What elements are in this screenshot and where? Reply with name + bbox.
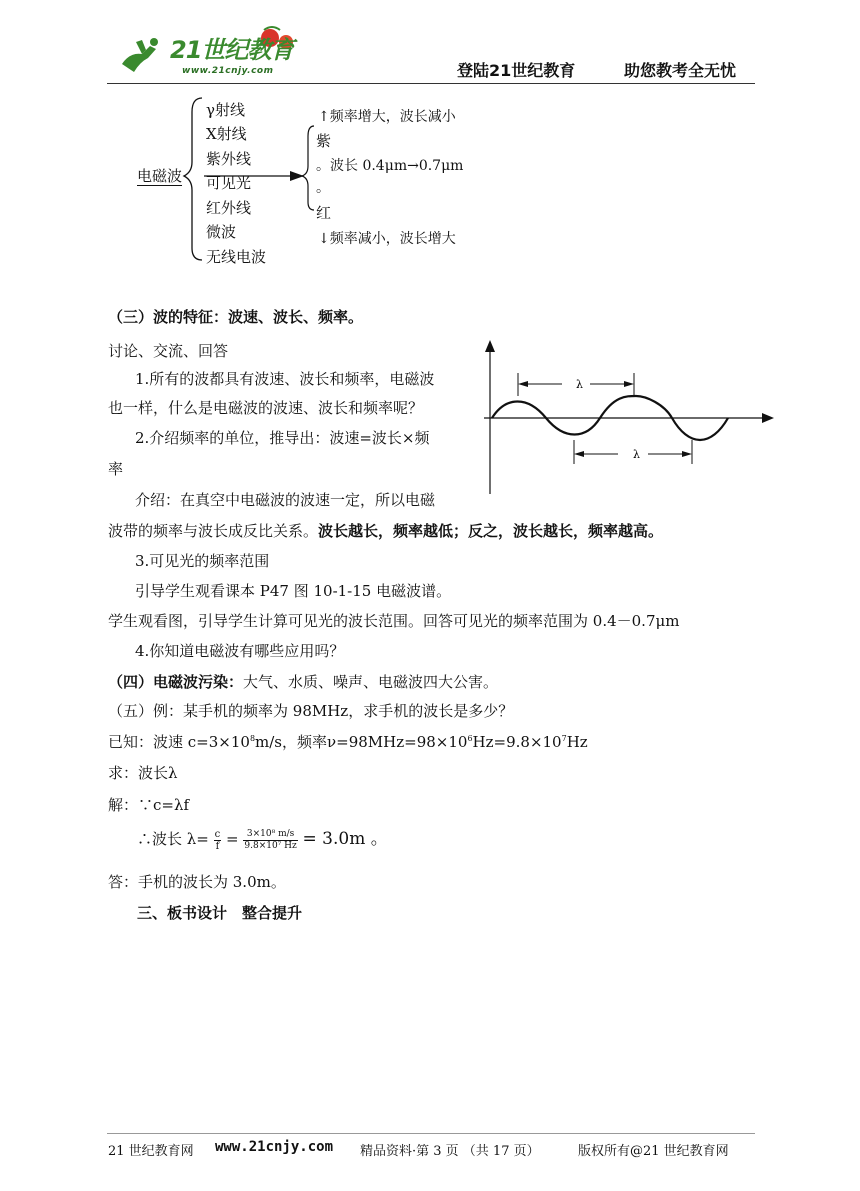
para-2a: 2.介绍频率的单位，推导出：波速=波长×频 — [135, 429, 430, 447]
board-design-title: 三、板书设计 整合提升 — [137, 904, 303, 922]
spectrum-item: 无线电波 — [206, 248, 267, 266]
para-6: 学生观看图，引导学生计算可见光的波长范围。回答可见光的频率范围为 0.4－0.7μm — [108, 612, 680, 630]
footer-rule — [107, 1133, 755, 1134]
para-3b-text: 波带的频率与波长成反比关系。 — [108, 522, 319, 540]
spectrum-item: 红外线 — [206, 199, 252, 217]
find-line: 求：波长λ — [108, 764, 178, 782]
footer-copyright: 版权所有@21 世纪教育网 — [578, 1144, 729, 1159]
spectrum-item: Χ射线 — [206, 125, 247, 143]
spectrum-item: 微波 — [206, 223, 237, 241]
answer-line: 答：手机的波长为 3.0m。 — [108, 873, 286, 891]
fraction-values: $\frac{\text{3×10⁸ m/s}}{\text{9.8×10⁷ Hz}}$ — [244, 828, 297, 851]
section5-title: （五）例：某手机的频率为 98MHz，求手机的波长是多少？ — [108, 702, 514, 720]
formula: ∴波长 λ= $\frac{c}{f}$ = $\frac{\text{3×10⁸ m/s}}{\text{9.8×10⁷ Hz}}$ = 3.0m 。 — [137, 828, 388, 852]
para-7: 4.你知道电磁波有哪些应用吗？ — [135, 642, 345, 660]
formula-prefix: ∴波长 λ= — [137, 830, 209, 848]
footer-page-info: 精品资料·第 3 页 （共 17 页） — [360, 1144, 540, 1159]
footer-site: 21 世纪教育网 — [108, 1144, 194, 1159]
formula-result: = 3.0m 。 — [302, 829, 388, 849]
para-3b-emphasis: 波长越长，频率越低；反之，波长越长，频率越高。 — [318, 522, 664, 540]
fraction-c-over-f: $\frac{c}{f}$ — [214, 828, 221, 852]
logo-text: 21世纪教育 — [170, 36, 294, 64]
logo-url: www.21cnjy.com — [182, 66, 274, 76]
spectrum-root-label: 电磁波 — [137, 167, 183, 185]
wave-figure — [478, 338, 778, 498]
discuss-line: 讨论、交流、回答 — [108, 342, 229, 360]
para-1b: 也一样，什么是电磁波的波速、波长和频率呢？ — [108, 399, 424, 417]
para-4: 3.可见光的频率范围 — [135, 552, 270, 570]
range-dot: 。 — [316, 180, 330, 196]
trend-bottom: ↓频率减小，波长增大 — [318, 231, 456, 247]
section3-title: （三）波的特征：波速、波长、频率。 — [108, 308, 364, 326]
lambda-top: λ — [576, 378, 583, 391]
header-rule — [107, 83, 755, 84]
violet-label: 紫 — [316, 132, 332, 150]
para-1a: 1.所有的波都具有波速、波长和频率，电磁波 — [135, 370, 435, 388]
section4 — [108, 671, 498, 692]
logo — [112, 24, 307, 82]
footer-url[interactable]: www.21cnjy.com — [215, 1139, 334, 1155]
para-3b — [108, 520, 663, 541]
spectrum-item: 可见光 — [206, 174, 252, 192]
known-line: 已知：波速 $c=3\times 10^8m/s$，频率$\nu=98MHz=98\times 10^6Hz=9.8\times 10^7Hz$ — [108, 733, 588, 751]
para-2b: 率 — [108, 460, 124, 478]
spectrum-item: γ射线 — [206, 101, 245, 119]
red-label: 红 — [316, 204, 332, 222]
range-line: 。波长 0.4μm→0.7μm — [316, 158, 464, 174]
section4-text: 大气、水质、噪声、电磁波四大公害。 — [243, 673, 499, 691]
section4-title: （四）电磁波污染： — [108, 673, 244, 691]
solve-line: 解：∵c=λf — [108, 796, 190, 814]
header-slogan-left: 登陆21世纪教育 — [457, 61, 576, 80]
lambda-bottom: λ — [633, 448, 640, 461]
spectrum-item: 紫外线 — [206, 150, 252, 168]
trend-top: ↑频率增大，波长减小 — [318, 109, 456, 125]
header-slogan-right: 助您教考全无忧 — [624, 61, 737, 80]
para-5: 引导学生观看课本 P47 图 10-1-15 电磁波谱。 — [135, 582, 452, 600]
para-3a: 介绍：在真空中电磁波的波速一定，所以电磁 — [135, 491, 436, 509]
